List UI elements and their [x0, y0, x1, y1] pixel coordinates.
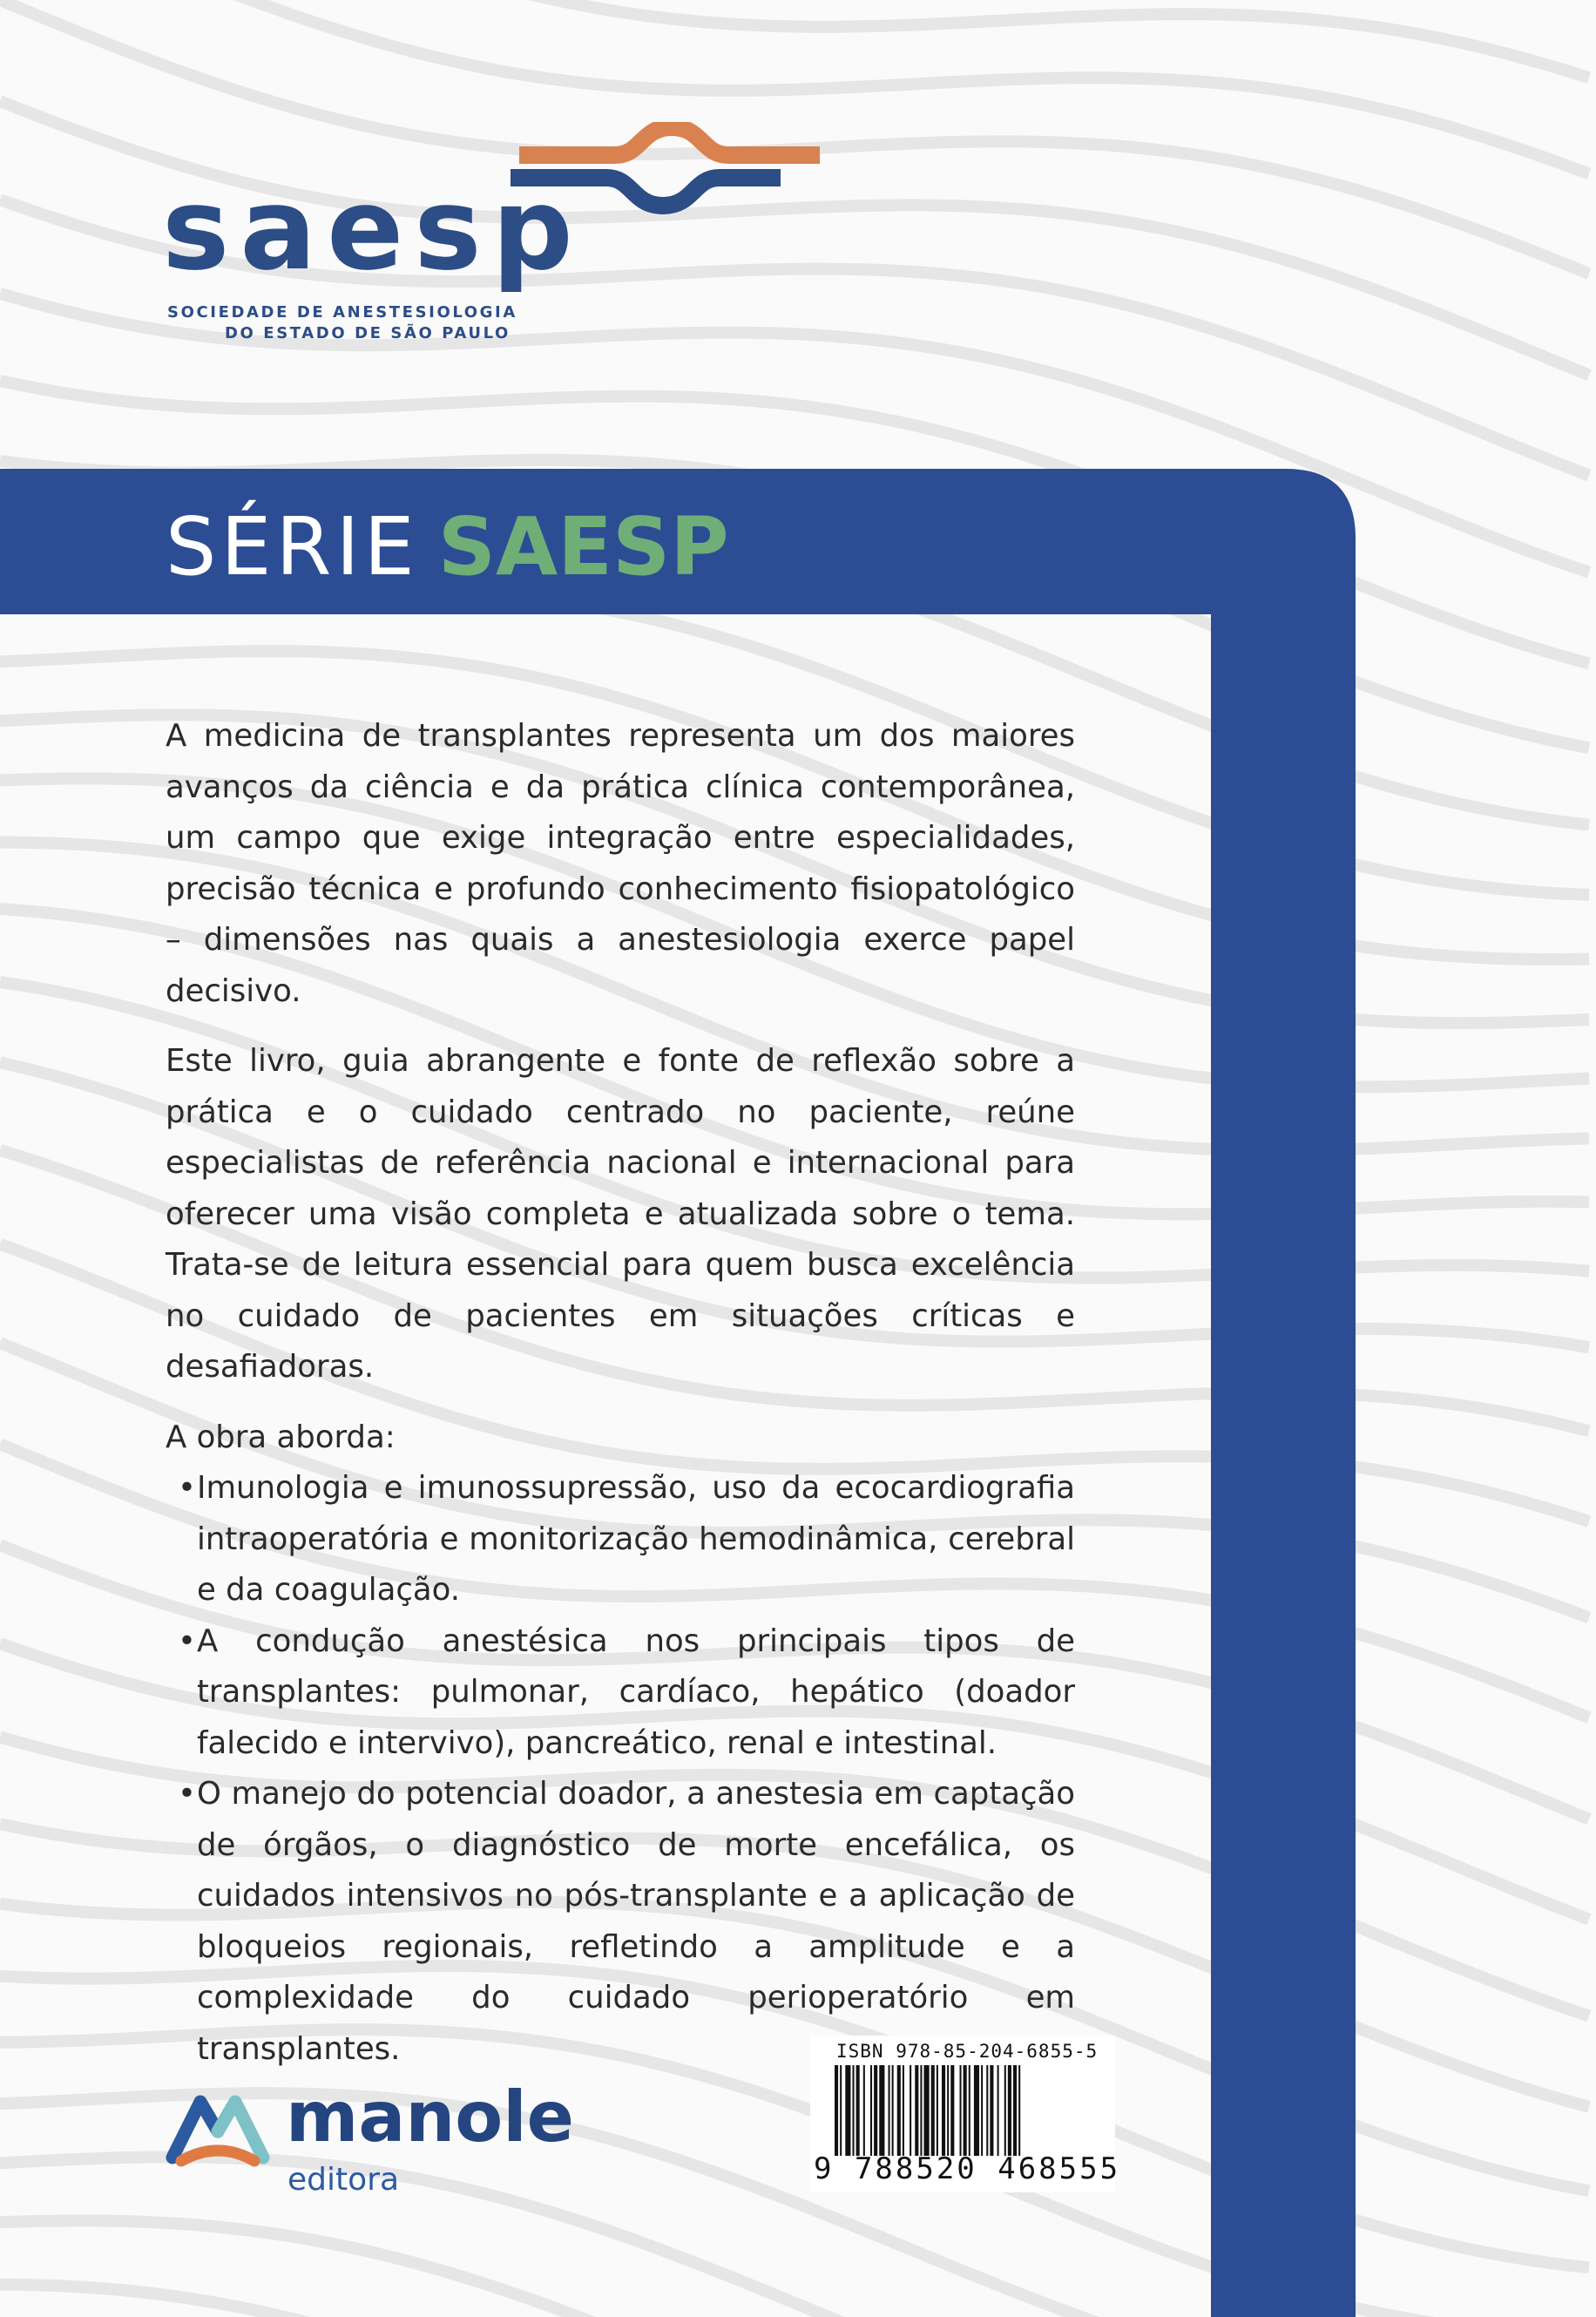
barcode-bar	[897, 2065, 901, 2156]
saesp-subtitle-line1: SOCIEDADE DE ANESTESIOLOGIA	[167, 303, 517, 322]
barcode-bar	[981, 2065, 983, 2156]
barcode-bar	[1004, 2065, 1006, 2156]
manole-wordmark: manole	[286, 2076, 574, 2158]
barcode-bar	[920, 2065, 922, 2156]
barcode-bar	[845, 2065, 850, 2156]
isbn-barcode	[810, 2036, 1121, 2192]
barcode-bar	[964, 2065, 967, 2156]
barcode-bar	[942, 2065, 945, 2156]
barcode-bar	[903, 2065, 904, 2156]
barcode-bar	[937, 2065, 938, 2156]
back-cover-text	[166, 711, 1075, 2075]
barcode-bar	[870, 2065, 872, 2156]
barcode-bar	[910, 2065, 911, 2156]
barcode-bar	[998, 2065, 999, 2156]
barcode-bar	[856, 2065, 860, 2156]
saesp-wordmark: saesp	[162, 163, 584, 295]
barcode-bar	[986, 2065, 988, 2156]
barcode-bar	[889, 2065, 890, 2156]
topics-list	[166, 1463, 1075, 2075]
barcode-digits: 9 788520 468555	[814, 2151, 1121, 2186]
barcode-bar	[840, 2065, 842, 2156]
barcode-bar	[1018, 2065, 1020, 2156]
manole-subtitle: editora	[287, 2162, 400, 2198]
barcode-bar	[1013, 2065, 1017, 2156]
list-item	[166, 1463, 1075, 1616]
list-item	[166, 1769, 1075, 2075]
barcode-bar	[874, 2065, 877, 2156]
barcode-bar	[990, 2065, 993, 2156]
barcode-bar	[931, 2065, 935, 2156]
barcode-bar	[1008, 2065, 1011, 2156]
manole-logo	[166, 2076, 574, 2205]
barcode-bar	[974, 2065, 979, 2156]
barcode-bar	[835, 2065, 838, 2156]
list-intro: A obra aborda:	[166, 1419, 396, 1455]
bullet-icon: •	[178, 1470, 196, 1506]
barcode-bar	[950, 2065, 954, 2156]
series-prefix: SÉRIE	[166, 500, 419, 593]
barcode-bar	[892, 2065, 894, 2156]
paragraph: Este livro, guia abrangente e fonte de reflexão sobre a prática e o cuidado centrado no paciente, reúne especialistas de referência nacional e internacional para oferecer uma visão completa e atualizada sobre o tema. Trata-se de leitura essencial para quem busca excelência no cuidado de pacientes em situações críticas e desafiadoras.	[166, 1043, 1075, 1385]
isbn-label: ISBN 978-85-204-6855-5	[836, 2041, 1099, 2062]
saesp-subtitle-line2: DO ESTADO DE SÃO PAULO	[225, 324, 511, 342]
manole-mark-icon	[166, 2090, 270, 2168]
bullet-icon: •	[178, 1623, 196, 1659]
barcode-bar	[947, 2065, 949, 2156]
list-item-text: A condução anestésica nos principais tipos de transplantes: pulmonar, cardíaco, hepático (doador falecido e intervivo), pancreático, renal e intestinal.	[197, 1623, 1075, 1761]
barcode-bar	[915, 2065, 918, 2156]
bullet-icon: •	[178, 1776, 196, 1812]
barcode-bar	[960, 2065, 962, 2156]
barcode-bar	[853, 2065, 855, 2156]
list-item-text: Imunologia e imunossupressão, uso da ecocardiografia intraoperatória e monitorização hemodinâmica, cerebral e da coagulação.	[197, 1470, 1075, 1608]
barcode-bar	[879, 2065, 884, 2156]
barcode-bar	[863, 2065, 865, 2156]
series-title	[166, 500, 729, 593]
barcode-bar	[924, 2065, 930, 2156]
barcode-bar	[969, 2065, 970, 2156]
list-item	[166, 1616, 1075, 1770]
barcode-bars	[833, 2065, 1094, 2163]
list-item-text: O manejo do potencial doador, a anestesia em captação de órgãos, o diagnóstico de morte encefálica, os cuidados intensivos no pós-transplante e a aplicação de bloqueios regionais, refletindo a amplitude e a complexidade do cuidado perioperatório em transplantes.	[197, 1776, 1075, 2067]
series-name: SAESP	[437, 500, 729, 593]
paragraph: A medicina de transplantes representa um dos maiores avanços da ciência e da prática clínica contemporânea, um campo que exige integração entre especialidades, precisão técnica e profundo conhecimento fisiopatológico – dimensões nas quais a anestesiologia exerce papel decisivo.	[166, 718, 1075, 1009]
saesp-logo	[162, 122, 667, 349]
